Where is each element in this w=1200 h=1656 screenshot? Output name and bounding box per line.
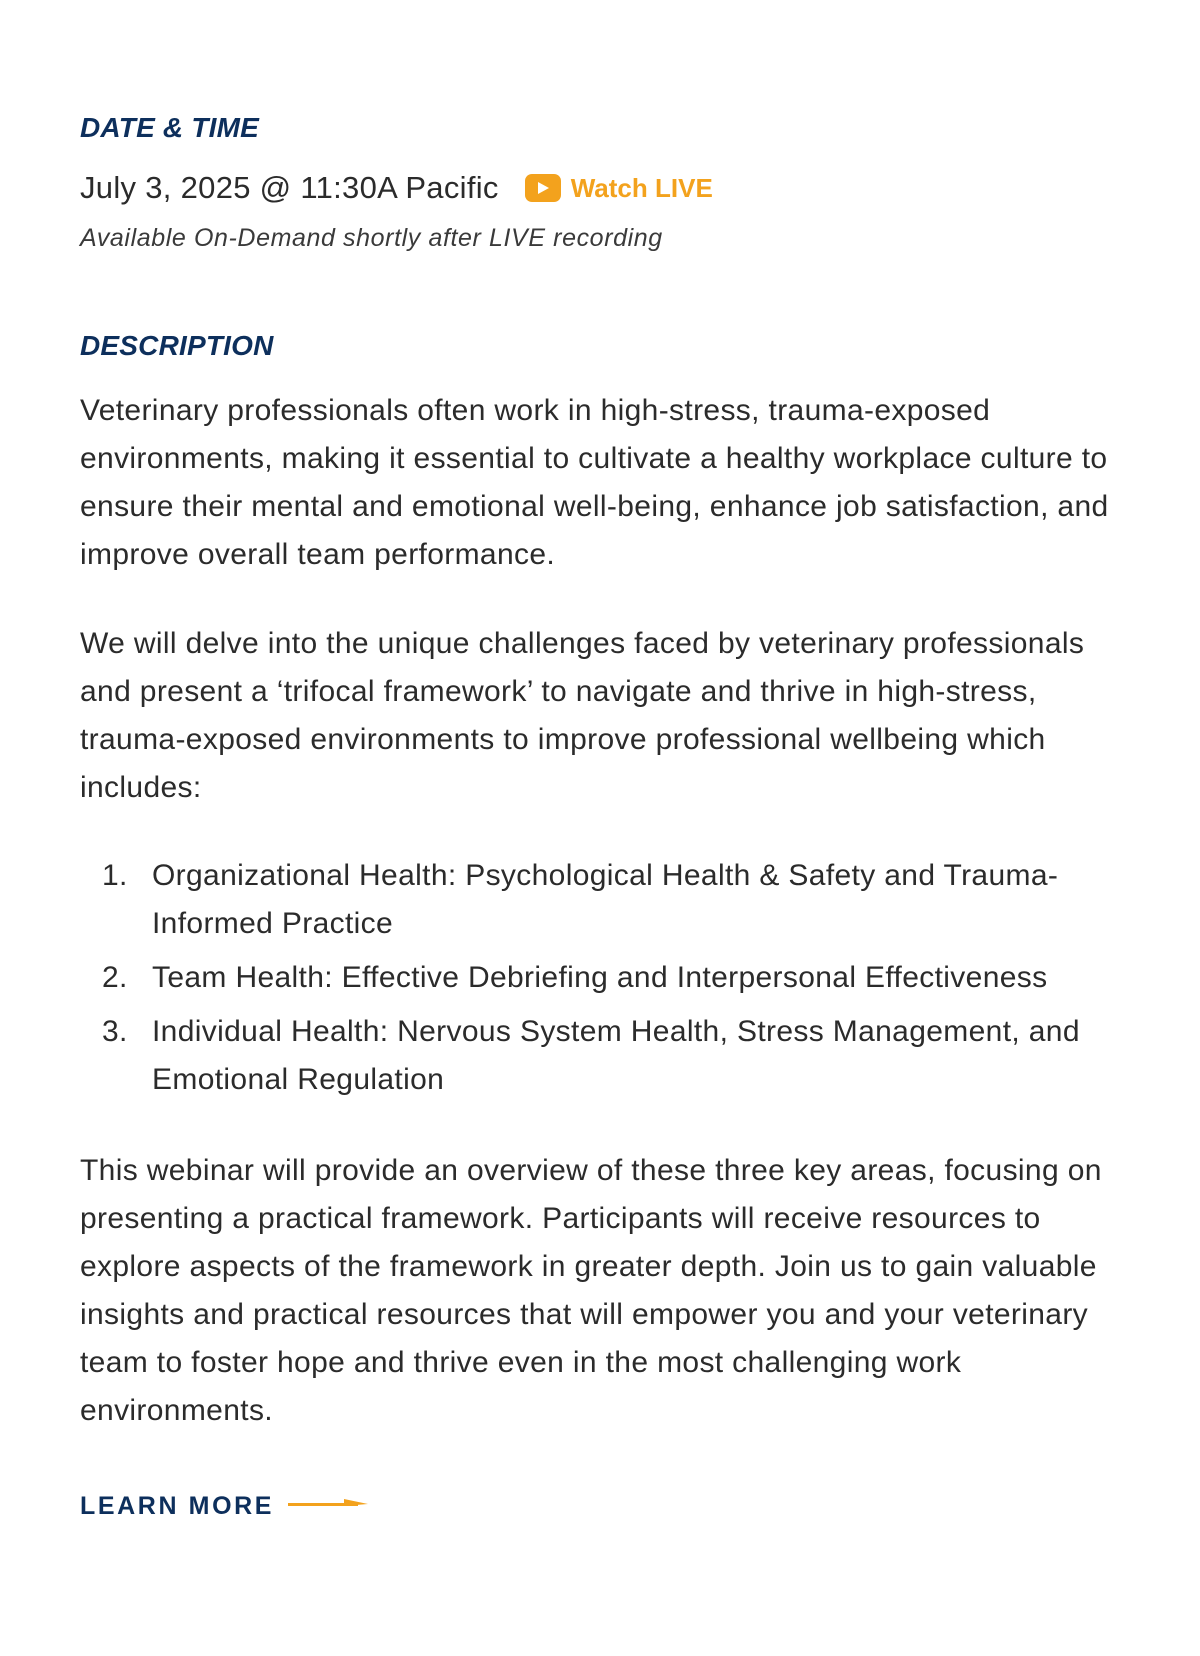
description-paragraph-3: This webinar will provide an overview of these three key areas, focusing on presenting a practical framework. Participants will receive resources to explore aspects of the framework in greater depth. Join us to gain valuable insights and practical resources that will empower you and your veterinary team to foster hope and thrive even in the most challenging work environments. bbox=[80, 1154, 1102, 1427]
description-heading: DESCRIPTION bbox=[80, 330, 274, 361]
list-item bbox=[80, 852, 1130, 948]
list-item-number: 1. bbox=[102, 859, 128, 892]
description-paragraph-2: We will delve into the unique challenges faced by veterinary professionals and present a ‘trifocal framework’ to navigate and thrive in high-stress, trauma-exposed environments to improve professional wellbeing which includes: bbox=[80, 627, 1085, 804]
list-item-text: Organizational Health: Psychological Health & Safety and Trauma-Informed Practice bbox=[152, 859, 1059, 940]
date-time-heading: DATE & TIME bbox=[80, 112, 260, 143]
arrow-right-icon bbox=[288, 1497, 368, 1516]
framework-list bbox=[80, 852, 1130, 1110]
play-icon bbox=[525, 174, 561, 202]
watch-live-label: Watch LIVE bbox=[570, 172, 713, 203]
availability-note: Available On-Demand shortly after LIVE recording bbox=[80, 224, 663, 252]
list-item bbox=[80, 954, 1130, 1002]
list-item bbox=[80, 1008, 1130, 1104]
learn-more-link[interactable] bbox=[80, 1492, 368, 1521]
watch-live-link[interactable] bbox=[525, 173, 713, 204]
list-item-text: Individual Health: Nervous System Health, Stress Management, and Emotional Regulation bbox=[152, 1015, 1080, 1096]
event-date: July 3, 2025 @ 11:30A Pacific bbox=[80, 170, 499, 205]
list-item-number: 3. bbox=[102, 1015, 128, 1048]
description-paragraph-1: Veterinary professionals often work in high-stress, trauma-exposed environments, making it essential to cultivate a healthy workplace culture to ensure their mental and emotional well-being, enhance job satisfaction, and improve overall team performance. bbox=[80, 394, 1109, 571]
date-row bbox=[80, 170, 713, 206]
list-item-text: Team Health: Effective Debriefing and Interpersonal Effectiveness bbox=[152, 961, 1048, 994]
list-item-number: 2. bbox=[102, 961, 128, 994]
learn-more-label: LEARN MORE bbox=[80, 1492, 275, 1520]
